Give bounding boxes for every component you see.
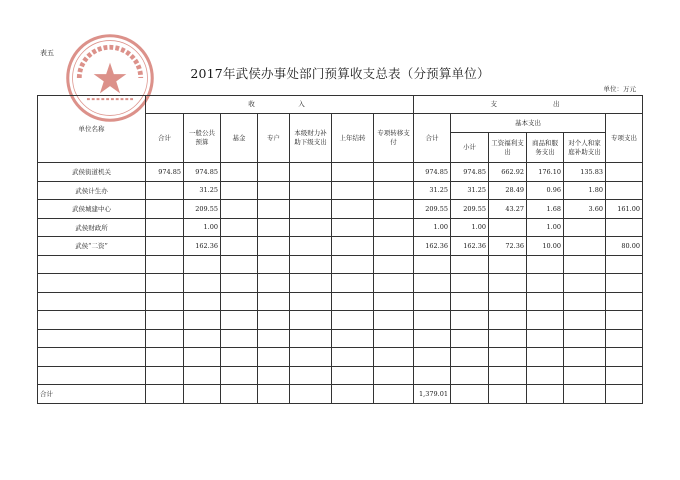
cell-special [606,181,643,200]
empty-cell [564,292,606,311]
empty-cell [489,274,527,293]
cell-carryover [332,218,374,237]
total-empty-cell [527,385,564,404]
header-carryover: 上年结转 [332,114,374,163]
empty-cell [332,348,374,367]
empty-cell [38,274,146,293]
cell-special-acct [258,181,290,200]
empty-cell [38,255,146,274]
cell-special [606,218,643,237]
empty-cell [451,329,489,348]
header-unit-name: 单位名称 [38,96,146,163]
unit-name-cell: 武侯“二资” [38,237,146,256]
empty-table-row [38,255,643,274]
unit-name-cell: 武侯计生办 [38,181,146,200]
empty-cell [258,348,290,367]
empty-cell [564,329,606,348]
empty-cell [184,255,221,274]
empty-cell [221,311,258,330]
empty-table-row [38,292,643,311]
cell-personal [564,237,606,256]
table-body [38,163,643,404]
cell-salary [489,218,527,237]
empty-cell [374,366,414,385]
cell-transfer [374,237,414,256]
empty-cell [290,311,332,330]
empty-cell [564,255,606,274]
cell-transfer [374,200,414,219]
cell-subtotal: 974.85 [451,163,489,182]
cell-subtotal: 1.00 [451,218,489,237]
empty-cell [146,274,184,293]
empty-cell [332,274,374,293]
empty-cell [146,292,184,311]
cell-subtotal: 209.55 [451,200,489,219]
empty-cell [290,329,332,348]
document-title: 2017年武侯办事处部门预算收支总表（分预算单位） [190,66,490,81]
cell-goods: 10.00 [527,237,564,256]
header-special-account: 专户 [258,114,290,163]
empty-cell [606,255,643,274]
empty-cell [258,366,290,385]
empty-cell [451,292,489,311]
total-empty-cell [451,385,489,404]
cell-general: 1.00 [184,218,221,237]
empty-cell [146,255,184,274]
cell-expense-total: 1.00 [414,218,451,237]
cell-salary: 28.49 [489,181,527,200]
empty-cell [332,292,374,311]
empty-cell [258,311,290,330]
cell-goods: 1.00 [527,218,564,237]
unit-name-cell: 武侯街道机关 [38,163,146,182]
empty-cell [606,348,643,367]
cell-expense-total: 209.55 [414,200,451,219]
empty-cell [527,311,564,330]
total-empty-cell [146,385,184,404]
cell-salary: 662.92 [489,163,527,182]
empty-cell [414,348,451,367]
empty-cell [258,329,290,348]
header-salary: 工资福利支出 [489,133,527,163]
total-row [38,385,643,404]
empty-cell [606,329,643,348]
header-basic-expense: 基本支出 [451,114,606,133]
empty-cell [489,311,527,330]
empty-cell [564,274,606,293]
total-empty-cell [290,385,332,404]
cell-income-total: 974.85 [146,163,184,182]
empty-table-row [38,348,643,367]
empty-cell [374,274,414,293]
empty-cell [414,311,451,330]
empty-cell [332,311,374,330]
cell-personal: 1.80 [564,181,606,200]
total-empty-cell [184,385,221,404]
cell-goods: 176.10 [527,163,564,182]
cell-expense-total: 31.25 [414,181,451,200]
total-empty-cell [258,385,290,404]
empty-cell [290,255,332,274]
unit-name-cell: 武侯城建中心 [38,200,146,219]
cell-transfer [374,163,414,182]
empty-cell [374,348,414,367]
total-empty-cell [606,385,643,404]
cell-general: 31.25 [184,181,221,200]
empty-cell [184,292,221,311]
budget-summary-table [37,95,643,404]
empty-cell [564,348,606,367]
cell-goods: 1.68 [527,200,564,219]
total-empty-cell [221,385,258,404]
cell-subsidy [290,163,332,182]
cell-transfer [374,218,414,237]
empty-cell [489,329,527,348]
empty-cell [146,348,184,367]
table-row [38,237,643,256]
empty-cell [184,329,221,348]
empty-cell [451,255,489,274]
cell-special-acct [258,200,290,219]
cell-subtotal: 162.36 [451,237,489,256]
header-expense-total: 合计 [414,114,451,163]
cell-expense-total: 974.85 [414,163,451,182]
empty-cell [414,329,451,348]
empty-cell [290,348,332,367]
cell-income-total [146,218,184,237]
unit-label: 单位：万元 [603,85,636,93]
cell-fund [221,218,258,237]
empty-cell [332,366,374,385]
empty-cell [38,329,146,348]
table-header [38,96,643,163]
cell-personal [564,218,606,237]
table-row [38,181,643,200]
table-row [38,218,643,237]
cell-special [606,163,643,182]
cell-subsidy [290,237,332,256]
empty-cell [374,329,414,348]
empty-cell [146,329,184,348]
empty-cell [221,255,258,274]
empty-table-row [38,311,643,330]
empty-table-row [38,366,643,385]
empty-cell [414,292,451,311]
empty-cell [527,292,564,311]
empty-cell [374,292,414,311]
header-goods-services: 商品和服务支出 [527,133,564,163]
empty-cell [221,329,258,348]
total-empty-cell [374,385,414,404]
unit-name-cell: 武侯财政所 [38,218,146,237]
cell-fund [221,237,258,256]
cell-carryover [332,163,374,182]
cell-salary: 43.27 [489,200,527,219]
cell-expense-total: 162.36 [414,237,451,256]
empty-cell [489,255,527,274]
empty-cell [414,366,451,385]
empty-cell [527,366,564,385]
cell-transfer [374,181,414,200]
cell-income-total [146,237,184,256]
empty-cell [564,311,606,330]
header-special-expense: 专项支出 [606,114,643,163]
cell-fund [221,163,258,182]
cell-personal: 135.83 [564,163,606,182]
empty-cell [527,329,564,348]
cell-carryover [332,181,374,200]
total-label: 合计 [38,385,146,404]
empty-cell [489,348,527,367]
empty-cell [290,366,332,385]
cell-special: 161.00 [606,200,643,219]
empty-cell [221,366,258,385]
cell-special-acct [258,237,290,256]
total-expense-cell: 1,379.01 [414,385,451,404]
empty-cell [527,255,564,274]
empty-cell [290,274,332,293]
cell-carryover [332,237,374,256]
total-empty-cell [564,385,606,404]
empty-cell [451,274,489,293]
empty-cell [374,311,414,330]
empty-cell [606,366,643,385]
empty-cell [414,255,451,274]
empty-cell [332,329,374,348]
cell-fund [221,181,258,200]
empty-cell [184,274,221,293]
empty-cell [290,292,332,311]
empty-cell [146,366,184,385]
empty-cell [606,311,643,330]
empty-cell [38,311,146,330]
cell-general: 162.36 [184,237,221,256]
empty-cell [184,348,221,367]
table-row [38,200,643,219]
header-income: 收 入 [146,96,414,114]
empty-cell [146,311,184,330]
total-empty-cell [489,385,527,404]
cell-income-total [146,181,184,200]
empty-cell [38,348,146,367]
empty-cell [564,366,606,385]
empty-cell [38,292,146,311]
empty-cell [414,274,451,293]
cell-special-acct [258,163,290,182]
empty-cell [38,366,146,385]
header-personal-subsidy: 对个人和家庭补助支出 [564,133,606,163]
empty-cell [184,311,221,330]
empty-cell [374,255,414,274]
table-row [38,163,643,182]
empty-cell [527,274,564,293]
cell-income-total [146,200,184,219]
header-expense: 支 出 [414,96,643,114]
empty-cell [221,348,258,367]
header-income-total: 合计 [146,114,184,163]
empty-cell [489,366,527,385]
empty-cell [606,292,643,311]
empty-table-row [38,274,643,293]
cell-goods: 0.96 [527,181,564,200]
cell-personal: 3.60 [564,200,606,219]
cell-salary: 72.36 [489,237,527,256]
empty-cell [332,255,374,274]
empty-table-row [38,329,643,348]
empty-cell [451,348,489,367]
header-transfer: 专项转移支付 [374,114,414,163]
empty-cell [527,348,564,367]
empty-cell [489,292,527,311]
cell-special: 80.00 [606,237,643,256]
cell-special-acct [258,218,290,237]
cell-subsidy [290,218,332,237]
empty-cell [451,366,489,385]
empty-cell [221,274,258,293]
header-subtotal: 小计 [451,133,489,163]
empty-cell [258,292,290,311]
cell-subsidy [290,200,332,219]
cell-general: 209.55 [184,200,221,219]
cell-carryover [332,200,374,219]
cell-subsidy [290,181,332,200]
empty-cell [451,311,489,330]
cell-general: 974.85 [184,163,221,182]
empty-cell [258,274,290,293]
table-number-label: 表五 [40,49,54,57]
total-empty-cell [332,385,374,404]
header-general-budget: 一般公共预算 [184,114,221,163]
empty-cell [221,292,258,311]
header-subsidy: 本级财力补助下级支出 [290,114,332,163]
empty-cell [258,255,290,274]
empty-cell [606,274,643,293]
cell-fund [221,200,258,219]
header-fund: 基金 [221,114,258,163]
cell-subtotal: 31.25 [451,181,489,200]
empty-cell [184,366,221,385]
